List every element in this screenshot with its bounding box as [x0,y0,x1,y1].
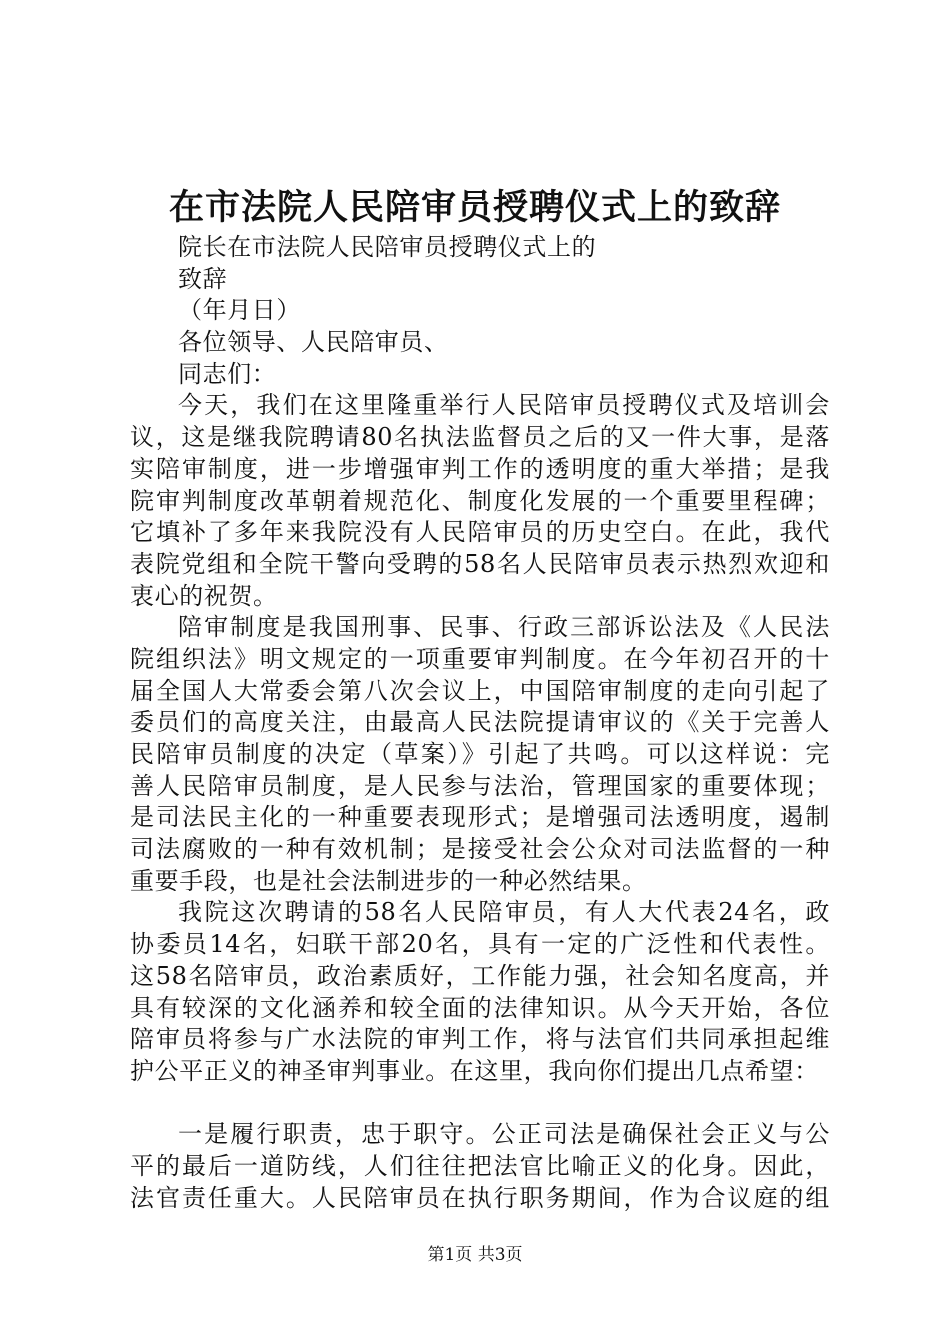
text-line: 我院这次聘请的58名人民陪审员，有人大代表24名，政 [178,898,830,927]
text-line: 司法腐败的一种有效机制；是接受社会公众对司法监督的一种 [130,835,830,864]
text-line: 实陪审制度，进一步增强审判工作的透明度的重大举措；是我 [130,454,830,483]
text-line: 善人民陪审员制度，是人民参与法治，管理国家的重要体现； [130,771,830,800]
text-line: 是司法民主化的一种重要表现形式；是增强司法透明度，遏制 [130,803,830,832]
text-line: 这58名陪审员，政治素质好，工作能力强，社会知名度高，并 [130,961,830,990]
text-line: 院长在市法院人民陪审员授聘仪式上的 [178,233,597,261]
text-line: 协委员14名，妇联干部20名，具有一定的广泛性和代表性。 [130,930,830,959]
text-line: 平的最后一道防线，人们往往把法官比喻正义的化身。因此， [130,1151,830,1180]
text-line: 致辞 [178,264,228,293]
text-line: 届全国人大常委会第八次会议上，中国陪审制度的走向引起了 [130,676,830,705]
text-line: 护公平正义的神圣审判事业。在这里，我向你们提出几点希望： [130,1056,819,1085]
text-line: 委员们的高度关注，由最高人民法院提请审议的《关于完善人 [130,708,830,737]
text-line: 它填补了多年来我院没有人民陪审员的历史空白。在此，我代 [130,518,830,547]
text-line: 院组织法》明文规定的一项重要审判制度。在今年初召开的十 [130,644,830,673]
text-line: 一是履行职责，忠于职守。公正司法是确保社会正义与公 [178,1120,830,1149]
text-line: 表院党组和全院干警向受聘的58名人民陪审员表示热烈欢迎和 [130,549,830,578]
text-line: 民陪审员制度的决定（草案）》引起了共鸣。可以这样说：完 [130,740,830,768]
text-line: 具有较深的文化涵养和较全面的法律知识。从今天开始，各位 [130,993,830,1022]
text-line: （年月日） [178,296,301,325]
text-line: 陪审员将参与广水法院的审判工作，将与法官们共同承担起维 [130,1025,830,1054]
text-line: 今天，我们在这里隆重举行人民陪审员授聘仪式及培训会 [178,391,830,420]
text-line: 法官责任重大。人民陪审员在执行职务期间，作为合议庭的组 [130,1183,830,1212]
text-line: 陪审制度是我国刑事、民事、行政三部诉讼法及《人民法 [178,613,830,642]
document-body [130,232,830,1214]
text-line: 重要手段，也是社会法制进步的一种必然结果。 [130,866,647,895]
text-line: 议，这是继我院聘请80名执法监督员之后的又一件大事，是落 [130,423,830,452]
text-line: 衷心的祝贺。 [130,581,278,610]
text-line: 院审判制度改革朝着规范化、制度化发展的一个重要里程碑； [130,486,830,515]
document-title: 在市法院人民陪审员授聘仪式上的致辞 [168,187,781,228]
text-line: 各位领导、人民陪审员、 [178,328,449,357]
page-number-footer: 第1页 共3页 [427,1245,523,1265]
text-line: 同志们： [178,359,277,388]
paragraph-gap [130,1088,830,1120]
